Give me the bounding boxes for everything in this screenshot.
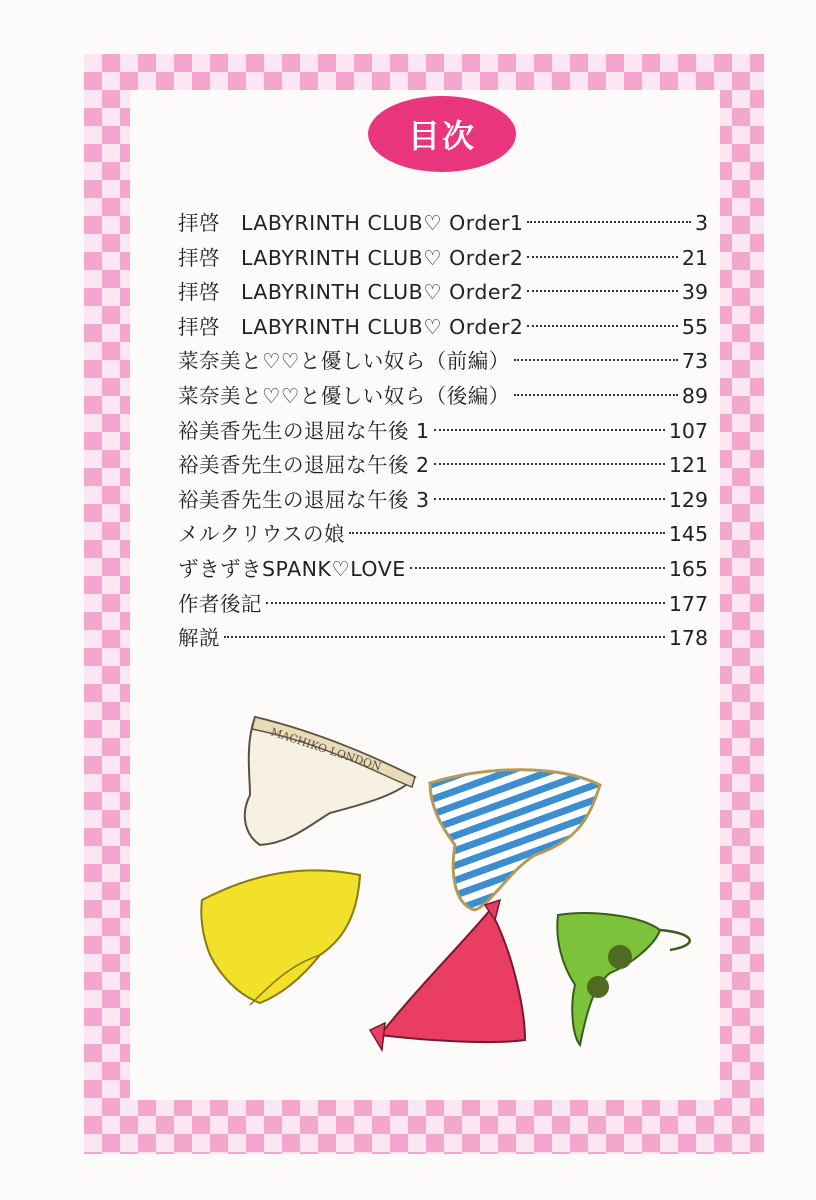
- toc-entry: [178, 483, 708, 518]
- toc-entry: [178, 310, 708, 345]
- toc-entry: [178, 621, 708, 656]
- dot-leader: [410, 567, 665, 569]
- dot-leader: [527, 325, 677, 327]
- striped-panties-drawing: [430, 770, 600, 910]
- toc-entry-page: 89: [681, 383, 708, 408]
- toc-entry-title: 拝啓 LABYRINTH CLUB♡ Order2: [178, 245, 524, 270]
- toc-entry-title: 作者後記: [178, 591, 262, 616]
- dot-leader: [349, 532, 665, 534]
- toc-entry-title: 拝啓 LABYRINTH CLUB♡ Order1: [178, 211, 524, 235]
- dot-leader: [266, 602, 665, 604]
- toc-entry-title: 拝啓 LABYRINTH CLUB♡ Order2: [178, 314, 524, 339]
- green-thong-drawing: [557, 913, 689, 1045]
- toc-entry-page: 178: [668, 626, 708, 651]
- toc-entry-page: 145: [668, 522, 708, 547]
- toc-entry: [178, 275, 708, 310]
- dot-leader: [514, 359, 678, 361]
- toc-entry-title: 菜奈美と♡♡と優しい奴ら（前編）: [178, 349, 510, 374]
- toc-entry-page: 39: [681, 280, 708, 305]
- dot-leader: [527, 256, 677, 258]
- dot-leader: [527, 290, 677, 292]
- toc-entry-page: 121: [668, 453, 708, 478]
- toc-entry: [178, 379, 708, 414]
- dot-leader: [434, 463, 665, 465]
- table-of-contents: [178, 206, 708, 656]
- toc-entry-page: 55: [681, 314, 708, 339]
- toc-entry-page: 21: [681, 245, 708, 270]
- yellow-panties-drawing: [201, 870, 360, 1005]
- toc-entry-title: 拝啓 LABYRINTH CLUB♡ Order2: [178, 280, 524, 305]
- toc-entry: [178, 414, 708, 449]
- page-title: 目次: [368, 96, 516, 172]
- toc-entry-title: 裕美香先生の退屈な午後 2: [178, 453, 430, 478]
- toc-entry: [178, 587, 708, 622]
- dot-leader: [224, 636, 665, 638]
- toc-entry-page: 107: [668, 418, 708, 443]
- toc-entry: [178, 517, 708, 552]
- toc-entry: [178, 206, 708, 241]
- toc-entry-page: 73: [681, 349, 708, 374]
- toc-entry-page: 3: [694, 211, 708, 235]
- dot-leader: [434, 429, 665, 431]
- toc-entry-title: メルクリウスの娘: [178, 522, 345, 547]
- toc-entry-title: 裕美香先生の退屈な午後 1: [178, 418, 430, 443]
- toc-entry-title: 解説: [178, 626, 220, 651]
- toc-entry: [178, 241, 708, 276]
- toc-entry-page: 177: [668, 591, 708, 616]
- white-panties-drawing: [245, 717, 415, 845]
- dot-leader: [527, 221, 691, 223]
- toc-entry-page: 165: [668, 556, 708, 581]
- toc-entry-page: 129: [668, 487, 708, 512]
- toc-entry-title: 菜奈美と♡♡と優しい奴ら（後編）: [178, 383, 510, 408]
- toc-entry-title: 裕美香先生の退屈な午後 3: [178, 487, 430, 512]
- toc-entry: [178, 552, 708, 587]
- lingerie-illustration: [190, 705, 720, 1065]
- toc-entry: [178, 344, 708, 379]
- dot-leader: [434, 498, 665, 500]
- red-panties-drawing: [370, 900, 525, 1050]
- toc-entry-title: ずきずきSPANK♡LOVE: [178, 556, 406, 581]
- dot-leader: [514, 394, 678, 396]
- toc-entry: [178, 448, 708, 483]
- waistband-label: MACHIKO LONDON: [269, 725, 383, 774]
